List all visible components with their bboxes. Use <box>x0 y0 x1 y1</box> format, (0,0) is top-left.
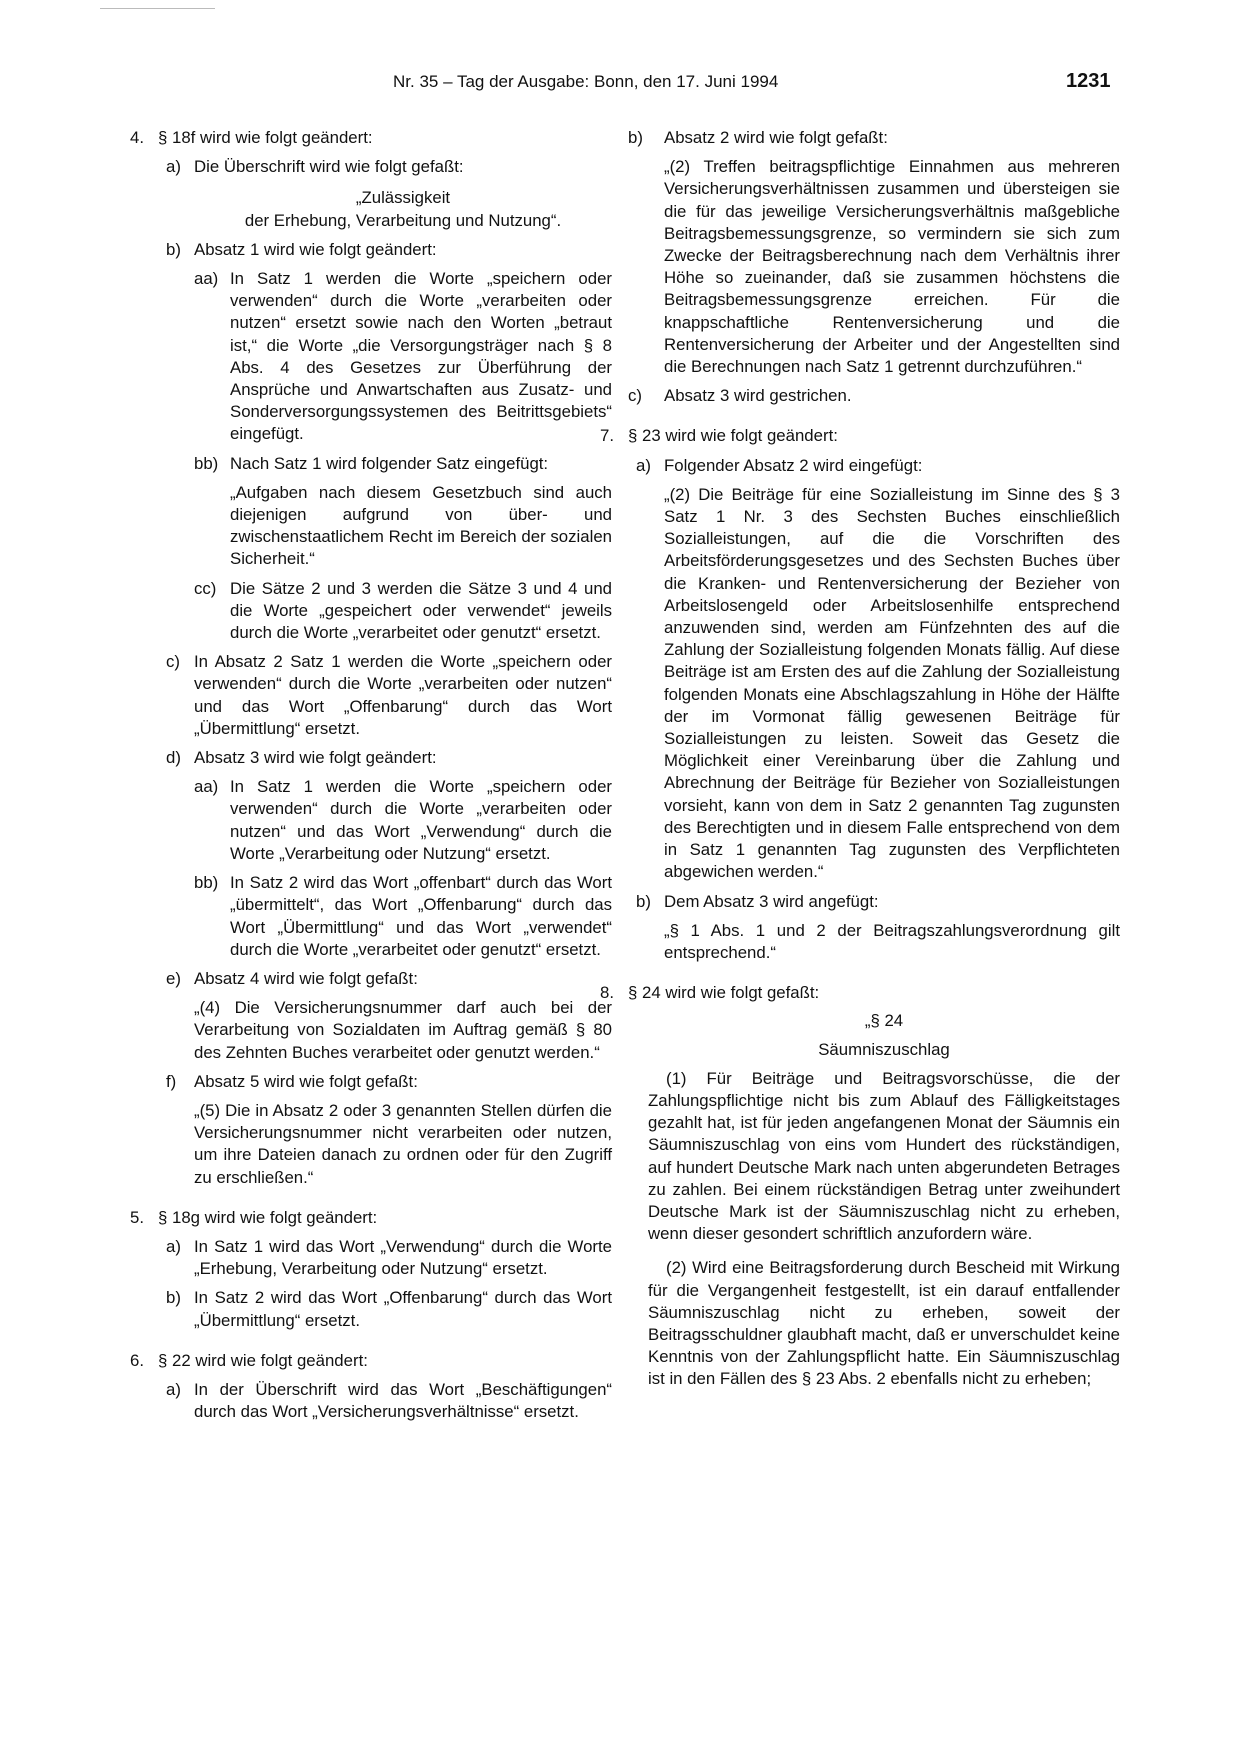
sub-text: Absatz 2 wird wie folgt gefaßt: <box>664 128 888 147</box>
header-text: Nr. 35 – Tag der Ausgabe: Bonn, den 17. Juni 1994 <box>393 72 779 91</box>
sub-text: Die Überschrift wird wie folgt gefaßt: <box>194 157 464 177</box>
sub-item <box>158 1236 612 1280</box>
sub-label: b) <box>166 1288 181 1308</box>
sub-label: c) <box>628 386 642 406</box>
sub-text: Absatz 3 wird wie folgt geändert: <box>194 748 437 768</box>
scan-artifact-line <box>100 8 215 9</box>
quote-text: „(2) Treffen beitragspflichtige Einnahmen aus mehreren Versicherungsverhältnissen zusammen und übersteigen sie die für das jeweilige Versicherungsverhältnis maßgebliche Beitragsbemessungsgrenze, so vermindern sie sich zum Zwecke der Beitragsberechnung nach dem Verhältnis ihrer Höhe so zueinander, daß sie zusammen höchstens die Beitragsbemessungsgrenze erreichen. Für die knappschaftliche Rentenversicherung und die Rentenversicherung der Arbeiter und der Angestellten sind die Berechnungen nach Satz 1 getrennt durchzuführen.“ <box>664 157 1120 377</box>
subsub-label: aa) <box>194 269 219 289</box>
section-number: „§ 24 <box>864 1011 904 1031</box>
subsub-label: aa) <box>194 777 219 797</box>
subsub-item <box>194 578 612 645</box>
subsub-label: bb) <box>194 453 219 473</box>
sub-item <box>158 1287 612 1331</box>
sub-item <box>158 651 612 740</box>
subsub-item <box>194 268 612 446</box>
paragraph: (1) Für Beiträge und Beitragsvorschüsse, die der Zahlungspflichtige nicht bis zum Ablauf des Fälligkeitstages gezahlt hat, ist für jeden angefangenen Monat der Säumnis ein Säumniszuschlag von eins vom Hundert des rückständigen, auf hundert Deutsche Mark nach unten abgerundeten Betrages zu zahlen. Bei einem rückständigen Betrag unter zweihundert Deutsche Mark ist der Säumniszuschlag nicht zu erheben, wenn dieser gesondert schriftlich anzufordern wäre. <box>648 1068 1120 1244</box>
sub-item <box>158 239 612 644</box>
subsub-text: In Satz 2 wird das Wort „offenbart“ durch das Wort „übermittelt“, das Wort „Offenbarung“ durch das Wort „Übermittlung“ und das Wort „verwendet“ durch die Worte „verarbeitet oder genutzt“ ersetzt. <box>230 873 612 959</box>
section-title: Säumniszuschlag <box>818 1039 950 1059</box>
item-number: 4. <box>130 128 144 147</box>
list-item <box>600 982 1120 1390</box>
left-column <box>130 127 612 1435</box>
sub-text: Absatz 5 wird wie folgt gefaßt: <box>194 1071 418 1091</box>
page-header <box>0 72 1237 100</box>
sub-label: f) <box>166 1071 177 1091</box>
sub-label: b) <box>628 128 643 147</box>
sub-item <box>628 127 1120 378</box>
sub-text: Absatz 4 wird wie folgt gefaßt: <box>194 968 418 988</box>
sub-label: a) <box>166 1379 181 1399</box>
item-number: 8. <box>600 983 614 1003</box>
sub-text: In Satz 2 wird das Wort „Offenbarung“ durch das Wort „Übermittlung“ ersetzt. <box>194 1288 612 1330</box>
page-number: 1231 <box>1066 70 1111 92</box>
sub-item <box>158 1071 612 1189</box>
sub-item <box>158 156 612 232</box>
quote-heading-line2: der Erhebung, Verarbeitung und Nutzung“. <box>244 210 562 230</box>
sub-label: e) <box>166 968 181 988</box>
sub-text: Absatz 3 wird gestrichen. <box>664 386 852 406</box>
sub-label: a) <box>636 455 651 475</box>
section-body <box>628 1010 1120 1390</box>
sub-item <box>628 891 1120 965</box>
item-title: § 18f wird wie folgt geändert: <box>158 128 373 147</box>
quote-text: „Aufgaben nach diesem Gesetzbuch sind auch diejenigen aufgrund von über- und zwischenstaatlichem Recht im Bereich der sozialen Sicherheit.“ <box>230 482 612 569</box>
quote-text: „§ 1 Abs. 1 und 2 der Beitragszahlungsverordnung gilt entsprechend.“ <box>664 920 1120 962</box>
sub-text: In Absatz 2 Satz 1 werden die Worte „speichern oder verwenden“ durch die Worte „verarbeiten oder nutzen“ und das Wort „Offenbarung“ durch das Wort „Übermittlung“ ersetzt. <box>194 652 612 738</box>
sub-text: Folgender Absatz 2 wird eingefügt: <box>664 455 923 475</box>
subsub-item <box>194 776 612 865</box>
item-number: 7. <box>600 426 614 446</box>
subsub-text: Nach Satz 1 wird folgender Satz eingefügt: <box>230 453 549 473</box>
sub-label: c) <box>166 652 180 672</box>
item-number: 6. <box>130 1350 144 1370</box>
subsub-item <box>194 453 612 571</box>
sub-text: Absatz 1 wird wie folgt geändert: <box>194 239 437 259</box>
subsub-label: cc) <box>194 578 217 598</box>
sub-label: a) <box>166 1236 181 1256</box>
subsub-text: Die Sätze 2 und 3 werden die Sätze 3 und 4 und die Worte „gespeichert oder verwendet“ jeweils durch die Worte „verarbeitet oder genutzt“ ersetzt. <box>230 578 612 643</box>
sub-item <box>158 1379 612 1423</box>
list-item <box>130 1350 612 1424</box>
sub-text: In Satz 1 wird das Wort „Verwendung“ durch die Worte „Erhebung, Verarbeitung oder Nutzung“ ersetzt. <box>194 1236 612 1279</box>
sub-label: d) <box>166 748 181 768</box>
item-title: § 22 wird wie folgt geändert: <box>158 1350 368 1370</box>
list-item <box>600 425 1120 964</box>
paragraph: (2) Wird eine Beitragsforderung durch Bescheid mit Wirkung für die Vergangenheit festgestellt, ist ein darauf entfallender Säumniszuschlag nicht zu erheben, soweit der Beitragsschuldner glaubhaft macht, daß er unverschuldet keine Kenntnis von der Zahlungspflicht hatte. Ein Säumniszuschlag ist in den Fällen des § 23 Abs. 2 ebenfalls nicht zu erheben; <box>648 1258 1120 1389</box>
sub-item <box>628 455 1120 884</box>
quote-heading-line1: „Zulässigkeit <box>355 188 451 208</box>
sub-text: Dem Absatz 3 wird angefügt: <box>664 891 879 911</box>
quote-text: „(4) Die Versicherungsnummer darf auch bei der Verarbeitung von Sozialdaten im Auftrag gemäß § 80 des Zehnten Buches verarbeitet oder genutzt werden.“ <box>194 998 612 1062</box>
item-title: § 23 wird wie folgt geändert: <box>628 426 838 446</box>
right-column <box>600 127 1120 1403</box>
item-title: § 18g wird wie folgt geändert: <box>158 1207 378 1227</box>
subsub-item <box>194 872 612 961</box>
item-title: § 24 wird wie folgt gefaßt: <box>628 983 820 1003</box>
list-item <box>130 1207 612 1332</box>
sub-item <box>628 385 1120 407</box>
list-item <box>130 127 612 1189</box>
quote-text: „(5) Die in Absatz 2 oder 3 genannten Stellen dürfen die Versicherungsnummer nicht verarbeiten oder nutzen, um ihre Dateien danach zu ordnen oder für den Zugriff zu erschließen.“ <box>194 1100 612 1187</box>
sub-label: a) <box>166 157 181 177</box>
sub-label: b) <box>166 239 181 259</box>
sub-text: In der Überschrift wird das Wort „Beschäftigungen“ durch das Wort „Versicherungsverhältnisse“ ersetzt. <box>194 1379 612 1422</box>
subsub-label: bb) <box>194 873 219 893</box>
subsub-text: In Satz 1 werden die Worte „speichern oder verwenden“ durch die Worte „verarbeiten oder nutzen“ ersetzt sowie nach den Worten „betraut ist,“ die Worte „die Versorgungsträger nach § 8 Abs. 4 des Gesetzes zur Überführung der Ansprüche und Anwartschaften aus Zusatz- und Sonderversorgungssystemen des Beitrittsgebiets“ eingefügt. <box>230 269 612 444</box>
quote-text: „(2) Die Beiträge für eine Sozialleistung im Sinne des § 3 Satz 1 Nr. 3 des Sechsten Buches einschließlich Sozialleistungen, auf die die Vorschriften des Arbeitsförderungsgesetzes und des Sechsten Buches über die Kranken- und Rentenversicherung der Bezieher von Arbeitslosengeld oder Arbeitslosenhilfe entsprechend anzuwenden sind, werden am Fünfzehnten des auf die Zahlung der Sozialleistung folgenden Monats fällig. Auf diese Beiträge ist am Ersten des auf die Zahlung der Sozialleistung folgenden Monats eine Abschlagszahlung in Höhe der Hälfte der im Vormonat fällig gewesenen Beiträge für Sozialleistungen zu leisten. Soweit das Gesetz die Möglichkeit einer Vereinbarung über die Zahlung und Abrechnung der Beiträge für Bezieher von Sozialleistungen vorsieht, kann von dem in Satz 2 genannten Tag zugunsten des Berechtigten und in diesem Falle entsprechend von dem in Satz 1 genannten Tag zugunsten des Verpflichteten abgewichen werden.“ <box>664 484 1120 882</box>
sub-label: b) <box>636 891 651 911</box>
item-number: 5. <box>130 1207 144 1227</box>
sub-item <box>158 968 612 1064</box>
subsub-text: In Satz 1 werden die Worte „speichern oder verwenden“ durch die Worte „verarbeiten oder nutzen“ und das Wort „Verwendung“ durch die Worte „Verarbeitung oder Nutzung“ ersetzt. <box>230 777 612 863</box>
sub-item <box>158 747 612 961</box>
